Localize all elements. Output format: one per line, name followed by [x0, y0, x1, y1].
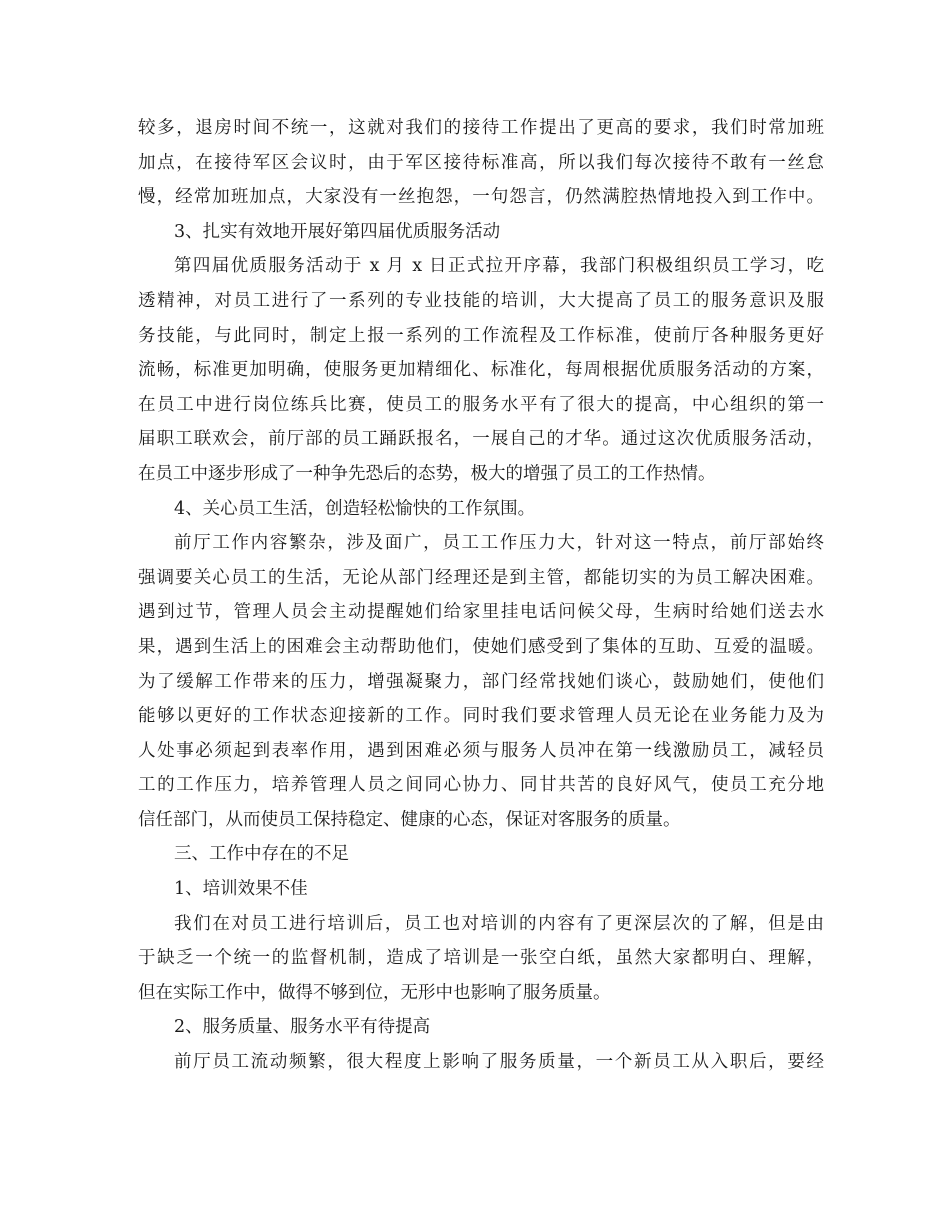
paragraph-line: 于缺乏一个统一的监督机制，造成了培训是一张空白纸，虽然大家都明白、理解，	[138, 948, 824, 969]
section-heading: 1、培训效果不佳	[174, 879, 308, 900]
paragraph-line: 前厅工作内容繁杂，涉及面广，员工工作压力大，针对这一特点，前厅部始终	[174, 533, 824, 554]
paragraph-line: 人处事必须起到表率作用，遇到困难必须与服务人员冲在第一线激励员工，减轻员	[138, 740, 824, 761]
paragraph-line: 前厅员工流动频繁，很大程度上影响了服务质量，一个新员工从入职后，要经	[174, 1052, 824, 1073]
paragraph-line: 届职工联欢会，前厅部的员工踊跃报名，一展自己的才华。通过这次优质服务活动，	[138, 429, 824, 450]
paragraph-line: 在员工中进行岗位练兵比赛，使员工的服务水平有了很大的提高，中心组织的第一	[138, 394, 824, 415]
paragraph-line: 为了缓解工作带来的压力，增强凝聚力，部门经常找她们谈心，鼓励她们，使他们	[138, 671, 824, 692]
section-heading: 3、扎实有效地开展好第四届优质服务活动	[174, 221, 501, 242]
section-heading: 4、关心员工生活，创造轻松愉快的工作氛围。	[174, 498, 536, 519]
paragraph-line: 流畅，标准更加明确，使服务更加精细化、标准化，每周根据优质服务活动的方案，	[138, 360, 824, 381]
paragraph-line: 遇到过节，管理人员会主动提醒她们给家里挂电话问候父母，生病时给她们送去水	[138, 602, 824, 623]
paragraph-line: 能够以更好的工作状态迎接新的工作。同时我们要求管理人员无论在业务能力及为	[138, 706, 824, 727]
paragraph-line: 强调要关心员工的生活，无论从部门经理还是到主管，都能切实的为员工解决困难。	[138, 567, 824, 588]
paragraph-line: 但在实际工作中，做得不够到位，无形中也影响了服务质量。	[138, 982, 611, 1003]
paragraph-line: 较多，退房时间不统一，这就对我们的接待工作提出了更高的要求，我们时常加班	[138, 118, 824, 138]
paragraph-line: 果，遇到生活上的困难会主动帮助他们，使她们感受到了集体的互助、互爱的温暖。	[138, 636, 824, 657]
paragraph-line: 我们在对员工进行培训后，员工也对培训的内容有了更深层次的了解，但是由	[174, 913, 824, 934]
paragraph-line: 慢，经常加班加点，大家没有一丝抱怨，一句怨言，仍然满腔热情地投入到工作中。	[138, 187, 824, 208]
section-heading: 三、工作中存在的不足	[174, 844, 349, 865]
paragraph-line: 信任部门，从而使员工保持稳定、健康的心态，保证对客服务的质量。	[138, 809, 681, 830]
document-body	[138, 111, 824, 1080]
paragraph-line: 透精神，对员工进行了一系列的专业技能的培训，大大提高了员工的服务意识及服	[138, 290, 824, 311]
paragraph-line: 在员工中逐步形成了一种争先恐后的态势，极大的增强了员工的工作热情。	[138, 463, 716, 484]
paragraph-line: 加点，在接待军区会议时，由于军区接待标准高，所以我们每次接待不敢有一丝怠	[138, 152, 824, 173]
paragraph-line: 工的工作压力，培养管理人员之间同心协力、同甘共苦的良好风气，使员工充分地	[138, 775, 824, 796]
section-heading: 2、服务质量、服务水平有待提高	[174, 1017, 431, 1038]
paragraph-line: 第四届优质服务活动于 x 月 x 日正式拉开序幕，我部门积极组织员工学习，吃	[174, 256, 824, 277]
paragraph-line: 务技能，与此同时，制定上报一系列的工作流程及工作标准，使前厅各种服务更好	[138, 325, 824, 346]
